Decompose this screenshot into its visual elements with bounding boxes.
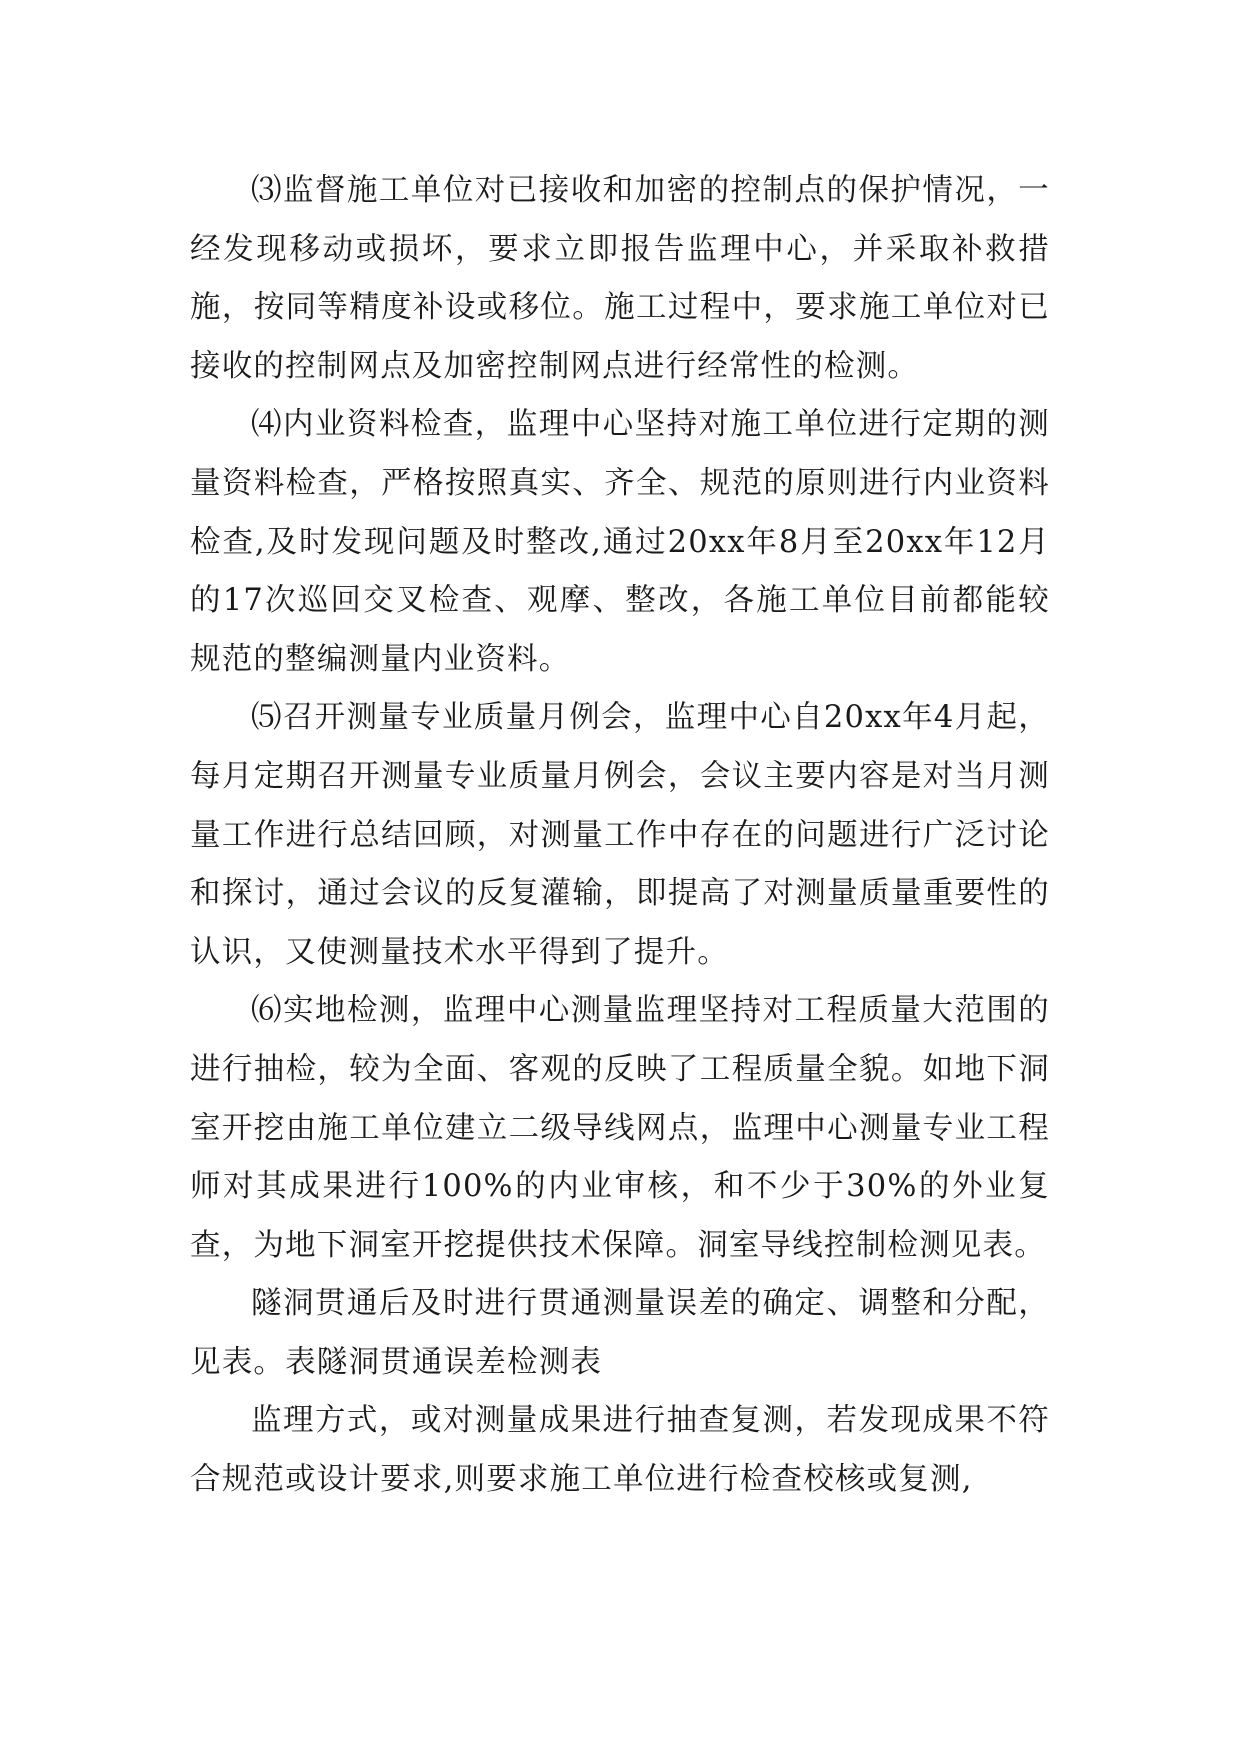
paragraph-tunnel-breakthrough: 隧洞贯通后及时进行贯通测量误差的确定、调整和分配，见表。表隧洞贯通误差检测表: [190, 1286, 1050, 1380]
body-text: [190, 162, 1050, 1510]
paragraph-internal-data-check: ⑷内业资料检查，监理中心坚持对施工单位进行定期的测量资料检查，严格按照真实、齐全、规范的原则进行内业资料检查,及时发现问题及时整改,通过20xx年8月至20xx年12月的17次巡回交叉检查、观摩、整改，各施工单位目前都能较规范的整编测量内业资料。: [190, 407, 1050, 677]
paragraph-supervision-method: 监理方式，或对测量成果进行抽查复测，若发现成果不符合规范或设计要求,则要求施工单位进行检查校核或复测,: [190, 1403, 1050, 1498]
paragraph-monthly-quality-meeting: ⑸召开测量专业质量月例会，监理中心自20xx年4月起，每月定期召开测量专业质量月例会，会议主要内容是对当月测量工作进行总结回顾，对测量工作中存在的问题进行广泛讨论和探讨，通过会议的反复灌输，即提高了对测量质量重要性的认识，又使测量技术水平得到了提升。: [190, 700, 1050, 970]
paragraph-field-inspection: ⑹实地检测，监理中心测量监理坚持对工程质量大范围的进行抽检，较为全面、客观的反映了工程质量全貌。如地下洞室开挖由施工单位建立二级导线网点，监理中心测量专业工程师对其成果进行100%的内业审核，和不少于30%的外业复查，为地下洞室开挖提供技术保障。洞室导线控制检测见表。: [190, 993, 1050, 1263]
paragraph-control-point-protection: ⑶监督施工单位对已接收和加密的控制点的保护情况，一经发现移动或损坏，要求立即报告监理中心，并采取补救措施，按同等精度补设或移位。施工过程中，要求施工单位对已接收的控制网点及加密控制网点进行经常性的检测。: [190, 173, 1050, 384]
